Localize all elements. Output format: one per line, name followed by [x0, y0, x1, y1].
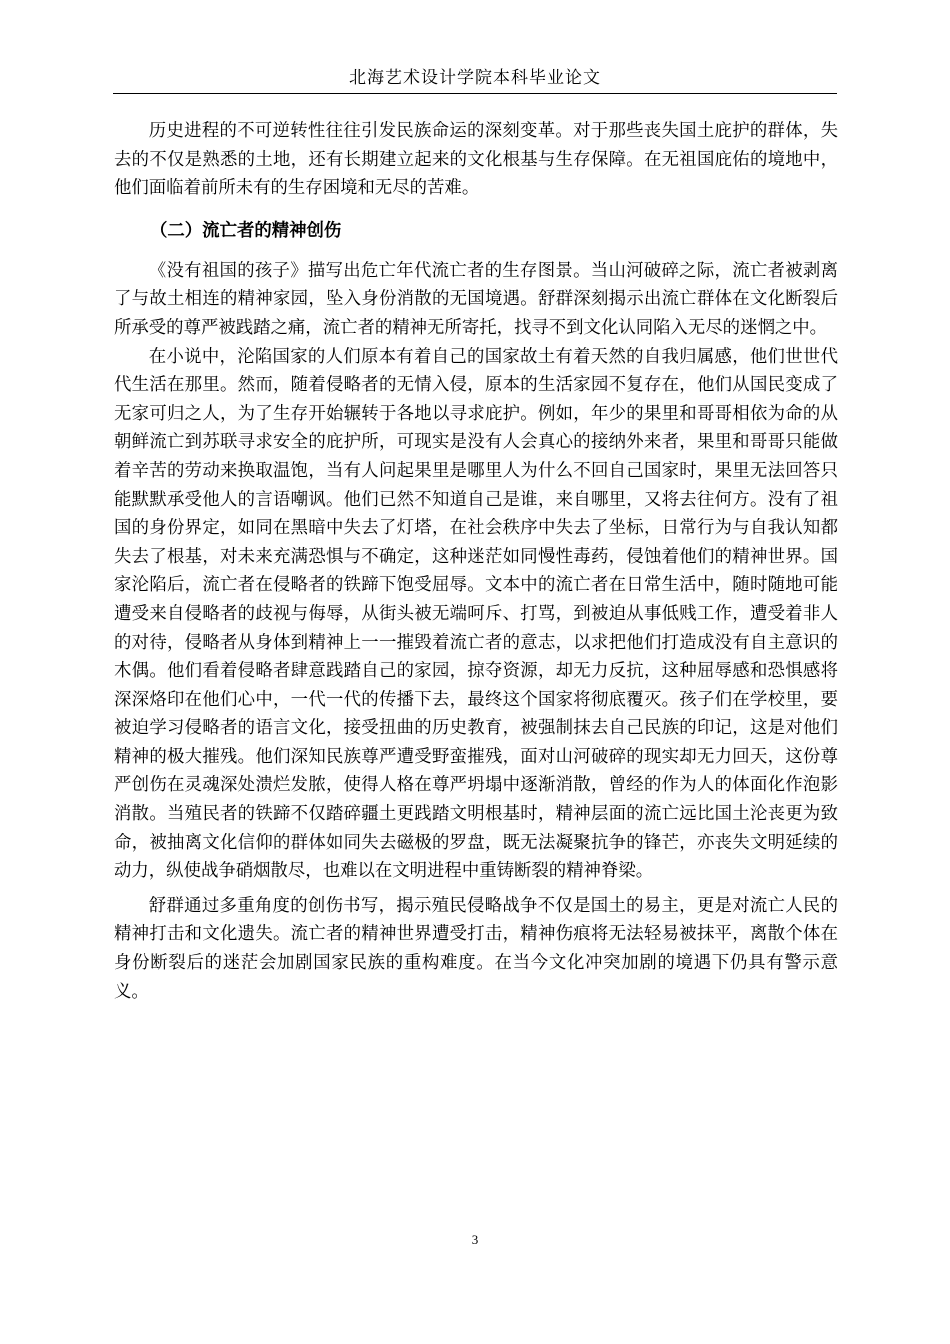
paragraph-conclusion: 舒群通过多重角度的创伤书写，揭示殖民侵略战争不仅是国土的易主，更是对流亡人民的精神打击和文化遗失。流亡者的精神世界遭受打击，精神伤痕将无法轻易被抹平，离散个体在身份断裂后的迷茫会加剧国家民族的重构难度。在当今文化冲突加剧的境遇下仍具有警示意义。: [114, 895, 838, 1002]
document-body: [114, 117, 838, 1006]
header-rule: [113, 93, 837, 94]
paragraph-historical-context: 历史进程的不可逆转性往往引发民族命运的深刻变革。对于那些丧失国土庇护的群体，失去的不仅是熟悉的土地，还有长期建立起来的文化根基与生存保障。在无祖国庇佑的境地中，他们面临着前所未有的生存困境和无尽的苦难。: [114, 121, 838, 199]
section-heading: （二）流亡者的精神创伤: [150, 220, 342, 241]
paragraph-novel-overview: 《没有祖国的孩子》描写出危亡年代流亡者的生存图景。当山河破碎之际，流亡者被剥离了与故土相连的精神家园，坠入身份消散的无国境遇。舒群深刻揭示出流亡群体在文化断裂后所承受的尊严被践踏之痛，流亡者的精神无所寄托，找寻不到文化认同陷入无尽的迷惘之中。: [114, 260, 838, 338]
paragraph-novel-analysis: 在小说中，沦陷国家的人们原本有着自己的国家故土有着天然的自我归属感，他们世世代代生活在那里。然而，随着侵略者的无情入侵，原本的生活家园不复存在，他们从国民变成了无家可归之人，为了生存开始辗转于各地以寻求庇护。例如，年少的果里和哥哥相依为命的从朝鲜流亡到苏联寻求安全的庇护所，可现实是没有人会真心的接纳外来者，果里和哥哥只能做着辛苦的劳动来换取温饱，当有人问起果里是哪里人为什么不回自己国家时，果里无法回答只能默默承受他人的言语嘲讽。他们已然不知道自己是谁，来自哪里，又将去往何方。没有了祖国的身份界定，如同在黑暗中失去了灯塔，在社会秩序中失去了坐标，日常行为与自我认知都失去了根基，对未来充满恐惧与不确定，这种迷茫如同慢性毒药，侵蚀着他们的精神世界。国家沦陷后，流亡者在侵略者的铁蹄下饱受屈辱。文本中的流亡者在日常生活中，随时随地可能遭受来自侵略者的歧视与侮辱，从街头被无端呵斥、打骂，到被迫从事低贱工作，遭受着非人的对待，侵略者从身体到精神上一一摧毁着流亡者的意志，以求把他们打造成没有自主意识的木偶。他们看着侵略者肆意践踏自己的家园，掠夺资源，却无力反抗，这种屈辱感和恐惧感将深深烙印在他们心中，一代一代的传播下去，最终这个国家将彻底覆灭。孩子们在学校里，要被迫学习侵略者的语言文化，接受扭曲的历史教育，被强制抹去自己民族的印记，这是对他们精神的极大摧残。他们深知民族尊严遭受野蛮摧残，面对山河破碎的现实却无力回天，这份尊严创伤在灵魂深处溃烂发脓，使得人格在尊严坍塌中逐渐消散，曾经的作为人的体面化作泡影消散。当殖民者的铁蹄不仅踏碎疆土更践踏文明根基时，精神层面的流亡远比国土沦丧更为致命，被抽离文化信仰的群体如同失去磁极的罗盘，既无法凝聚抗争的锋芒，亦丧失文明延续的动力，纵使战争硝烟散尽，也难以在文明进程中重铸断裂的精神脊梁。: [114, 346, 838, 882]
running-header: 北海艺术设计学院本科毕业论文: [349, 68, 601, 88]
page-number: 3: [471, 1232, 479, 1247]
